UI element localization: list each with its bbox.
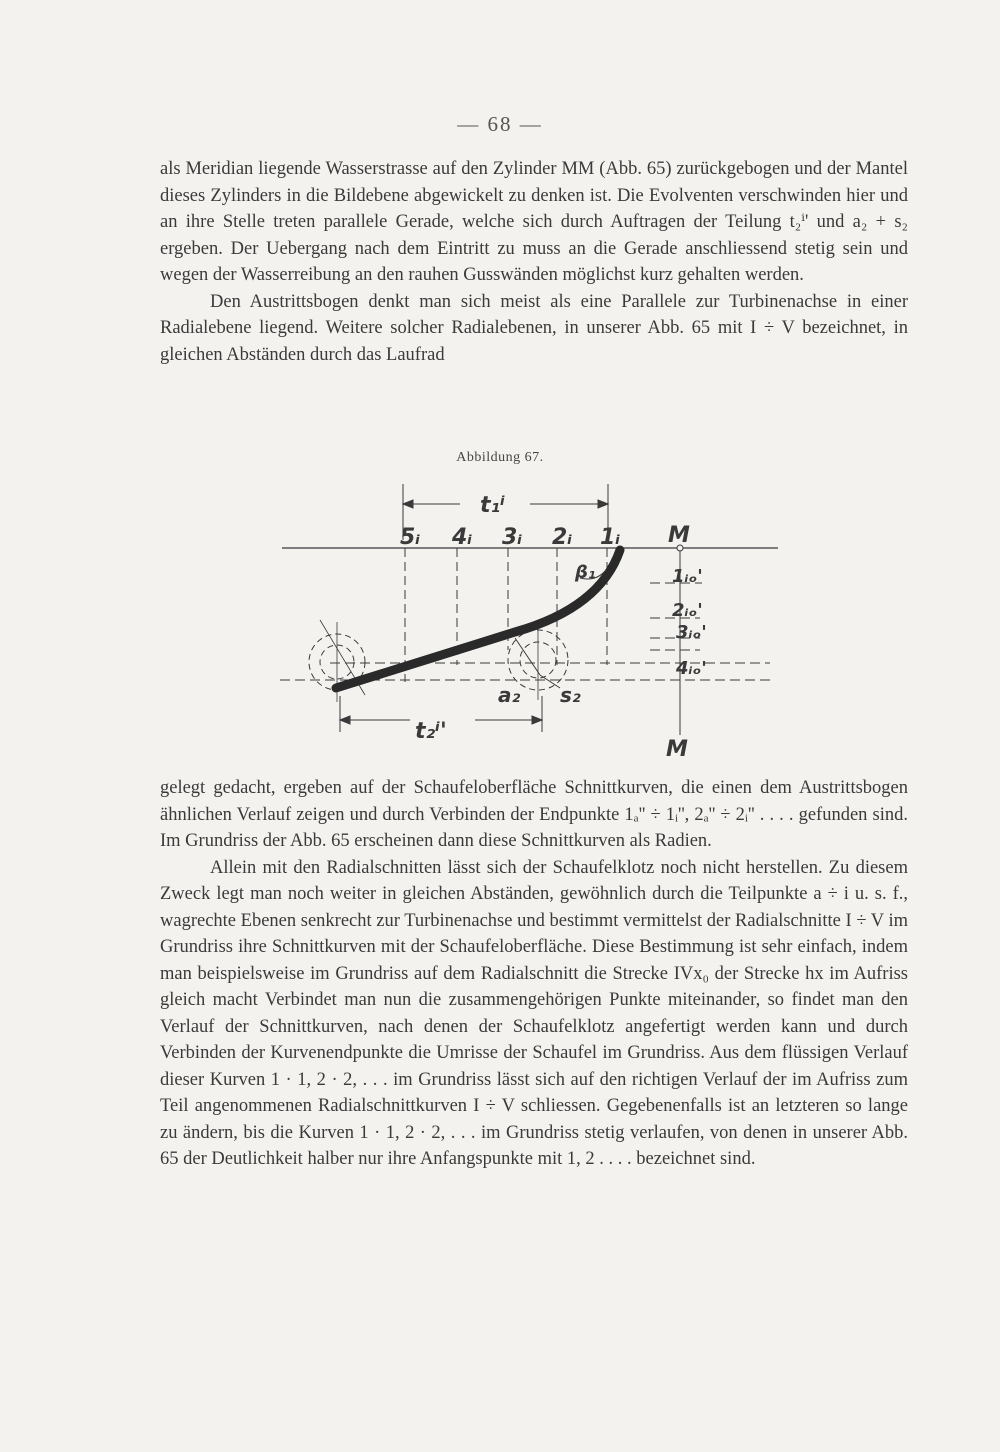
label-t1: t₁ⁱ <box>480 493 505 518</box>
figure-caption: Abbildung 67. <box>456 450 544 465</box>
text-block-bottom <box>160 775 908 1173</box>
label-t2: t₂ⁱ' <box>415 719 447 744</box>
label-beta1: β₁ <box>575 562 596 583</box>
label-3i: 3ᵢ <box>502 525 523 550</box>
label-1i: 1ᵢ <box>600 525 621 550</box>
label-a2: a₂ <box>498 683 521 707</box>
text-block-top <box>160 156 908 368</box>
label-1io: 1ᵢₒ' <box>672 566 703 587</box>
paragraph: gelegt gedacht, ergeben auf der Schaufeloberfläche Schnittkurven, die einen dem Austrittsbogen ähnlichen Verlauf zeigen und durch Verbinden der Endpunkte 1ₐ'' ÷ 1ᵢ'', 2ₐ'' ÷ 2ᵢ'' . . . . gefunden sind. Im Grundriss der Abb. 65 erscheinen dann diese Schnittkurven als Radien. <box>160 778 908 851</box>
label-s2: s₂ <box>560 683 581 707</box>
label-4io: 4ᵢₒ' <box>676 658 707 679</box>
blade-diagram <box>270 470 790 770</box>
page-number: — 68 — <box>457 112 543 136</box>
label-4i: 4ᵢ <box>452 525 473 550</box>
label-M-bottom: M <box>666 737 688 762</box>
paragraph: als Meridian liegende Wasserstrasse auf den Zylinder MM (Abb. 65) zurückgebogen und der Mantel dieses Zylinders in die Bildebene abgewickelt zu denken ist. Die Evolventen verschwinden hier und an ihre Stelle treten parallele Gerade, welche sich durch Auftragen der Teilung t₂ⁱ' und a₂ + s₂ ergeben. Der Uebergang nach dem Eintritt zu muss an die Gerade anschliessend stetig sein und wegen der Wasserreibung an den rauhen Gusswänden möglichst kurz gehalten werden. <box>160 159 908 285</box>
label-M-top: M <box>668 523 690 548</box>
label-3io: 3ᵢₒ' <box>676 622 707 643</box>
paragraph: Den Austrittsbogen denkt man sich meist als eine Parallele zur Turbinenachse in einer Radialebene liegend. Weitere solcher Radialebenen, in unserer Abb. 65 mit I ÷ V bezeichnet, in gleichen Abständen durch das Laufrad <box>160 291 908 365</box>
paragraph: Allein mit den Radialschnitten lässt sich der Schaufelklotz noch nicht herstellen. Zu diesem Zweck legt man noch weiter in gleichen Abständen, gewöhnlich durch die Teilpunkte a ÷ i u. s. f., wagrechte Ebenen senkrecht zur Turbinenachse und bestimmt vermittelst der Radialschnitte I ÷ V im Grundriss ihre Schnittkurven mit der Schaufeloberfläche. Diese Bestimmung ist sehr einfach, indem man beispielsweise im Grundriss auf dem Radialschnitt die Strecke IVx₀ der Strecke hx im Aufriss gleich macht Verbindet man nun die zusammengehörigen Punkte miteinander, so findet man den Verlauf der Schnittkurven, nach denen der Schaufelklotz angefertigt werden kann und durch Verbinden der Kurvenendpunkte die Umrisse der Schaufel im Grundriss. Aus dem flüssigen Verlauf dieser Kurven 1 · 1, 2 · 2, . . . im Grundriss lässt sich auf den richtigen Verlauf der im Aufriss zum Teil angenommenen Radialschnittkurven I ÷ V schliessen. Gegebenenfalls ist an letzteren so lange zu ändern, bis die Kurven 1 · 1, 2 · 2, . . . im Grundriss stetig verlaufen, von denen in unserer Abb. 65 der Deutlichkeit halber nur ihre Anfangspunkte mit 1, 2 . . . . bezeichnet sind. <box>160 857 908 1169</box>
label-2io: 2ᵢₒ' <box>672 600 703 621</box>
label-2i: 2ᵢ <box>552 525 573 550</box>
label-5i: 5ᵢ <box>400 525 421 550</box>
